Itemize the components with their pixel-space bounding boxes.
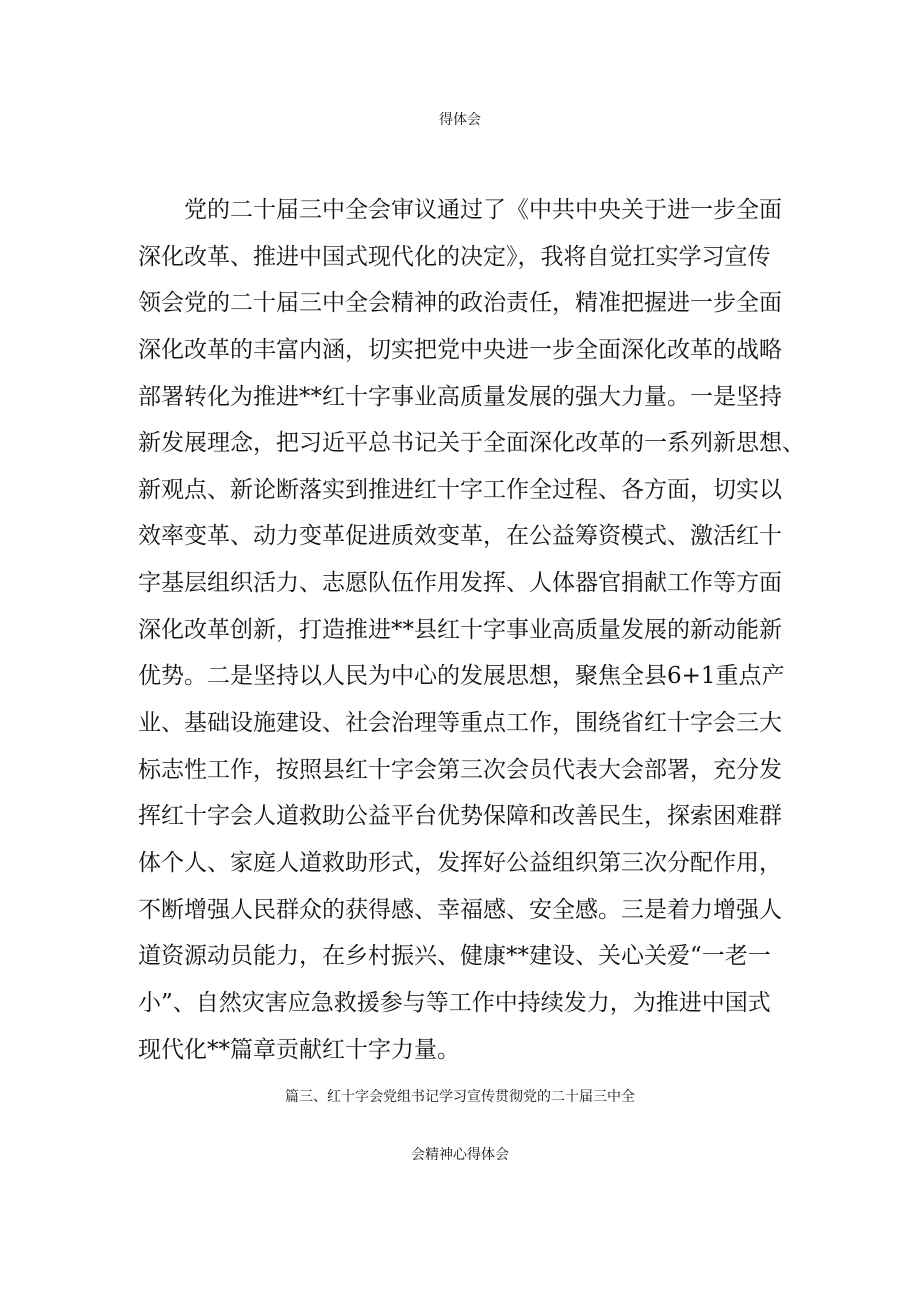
- body-line: 体个人、家庭人道救助形式，发挥好公益组织第三次分配作用，: [138, 849, 782, 876]
- body-line: 新观点、新论断落实到推进红十字工作全过程、各方面，切实以: [138, 476, 782, 503]
- body-line: 优势。二是坚持以人民为中心的发展思想，聚焦全县6+1重点产: [138, 663, 785, 690]
- body-line: 深化改革、推进中国式现代化的决定》，我将自觉扛实学习宣传: [138, 243, 771, 270]
- body-line: 现代化**篇章贡献红十字力量。: [138, 1036, 460, 1063]
- body-line: 道资源动员能力，在乡村振兴、健康**建设、关心关爱“一老一: [138, 943, 771, 970]
- body-line: 不断增强人民群众的获得感、幸福感、安全感。三是着力增强人: [138, 896, 782, 923]
- body-line: 深化改革创新，打造推进**县红十字事业高质量发展的新动能新: [138, 616, 782, 643]
- page-heading-continued: 得体会: [439, 112, 481, 128]
- body-line: 小”、自然灾害应急救援参与等工作中持续发力，为推进中国式: [138, 989, 771, 1016]
- body-line: 挥红十字会人道救助公益平台优势保障和改善民生，探索困难群: [138, 803, 782, 830]
- body-line: 新发展理念，把习近平总书记关于全面深化改革的一系列新思想、: [138, 430, 805, 457]
- body-paragraph: [138, 187, 805, 1073]
- body-line: 字基层组织活力、志愿队伍作用发挥、人体器官捐献工作等方面: [138, 570, 782, 597]
- section-heading-line-2: 会精神心得体会: [411, 1147, 509, 1163]
- body-line: 标志性工作，按照县红十字会第三次会员代表大会部署，充分发: [138, 756, 782, 783]
- body-line: 领会党的二十届三中全会精神的政治责任，精准把握进一步全面: [138, 290, 782, 317]
- body-line: 效率变革、动力变革促进质效变革，在公益筹资模式、激活红十: [138, 523, 782, 550]
- section-heading-line-1: 篇三、红十字会党组书记学习宣传贯彻党的二十届三中全: [285, 1089, 635, 1105]
- body-line: 党的二十届三中全会审议通过了《中共中央关于进一步全面: [184, 197, 782, 223]
- body-line: 业、基础设施建设、社会治理等重点工作，围绕省红十字会三大: [138, 710, 782, 737]
- body-line: 深化改革的丰富内涵，切实把党中央进一步全面深化改革的战略: [138, 336, 782, 363]
- body-line: 部署转化为推进**红十字事业高质量发展的强大力量。一是坚持: [138, 383, 782, 410]
